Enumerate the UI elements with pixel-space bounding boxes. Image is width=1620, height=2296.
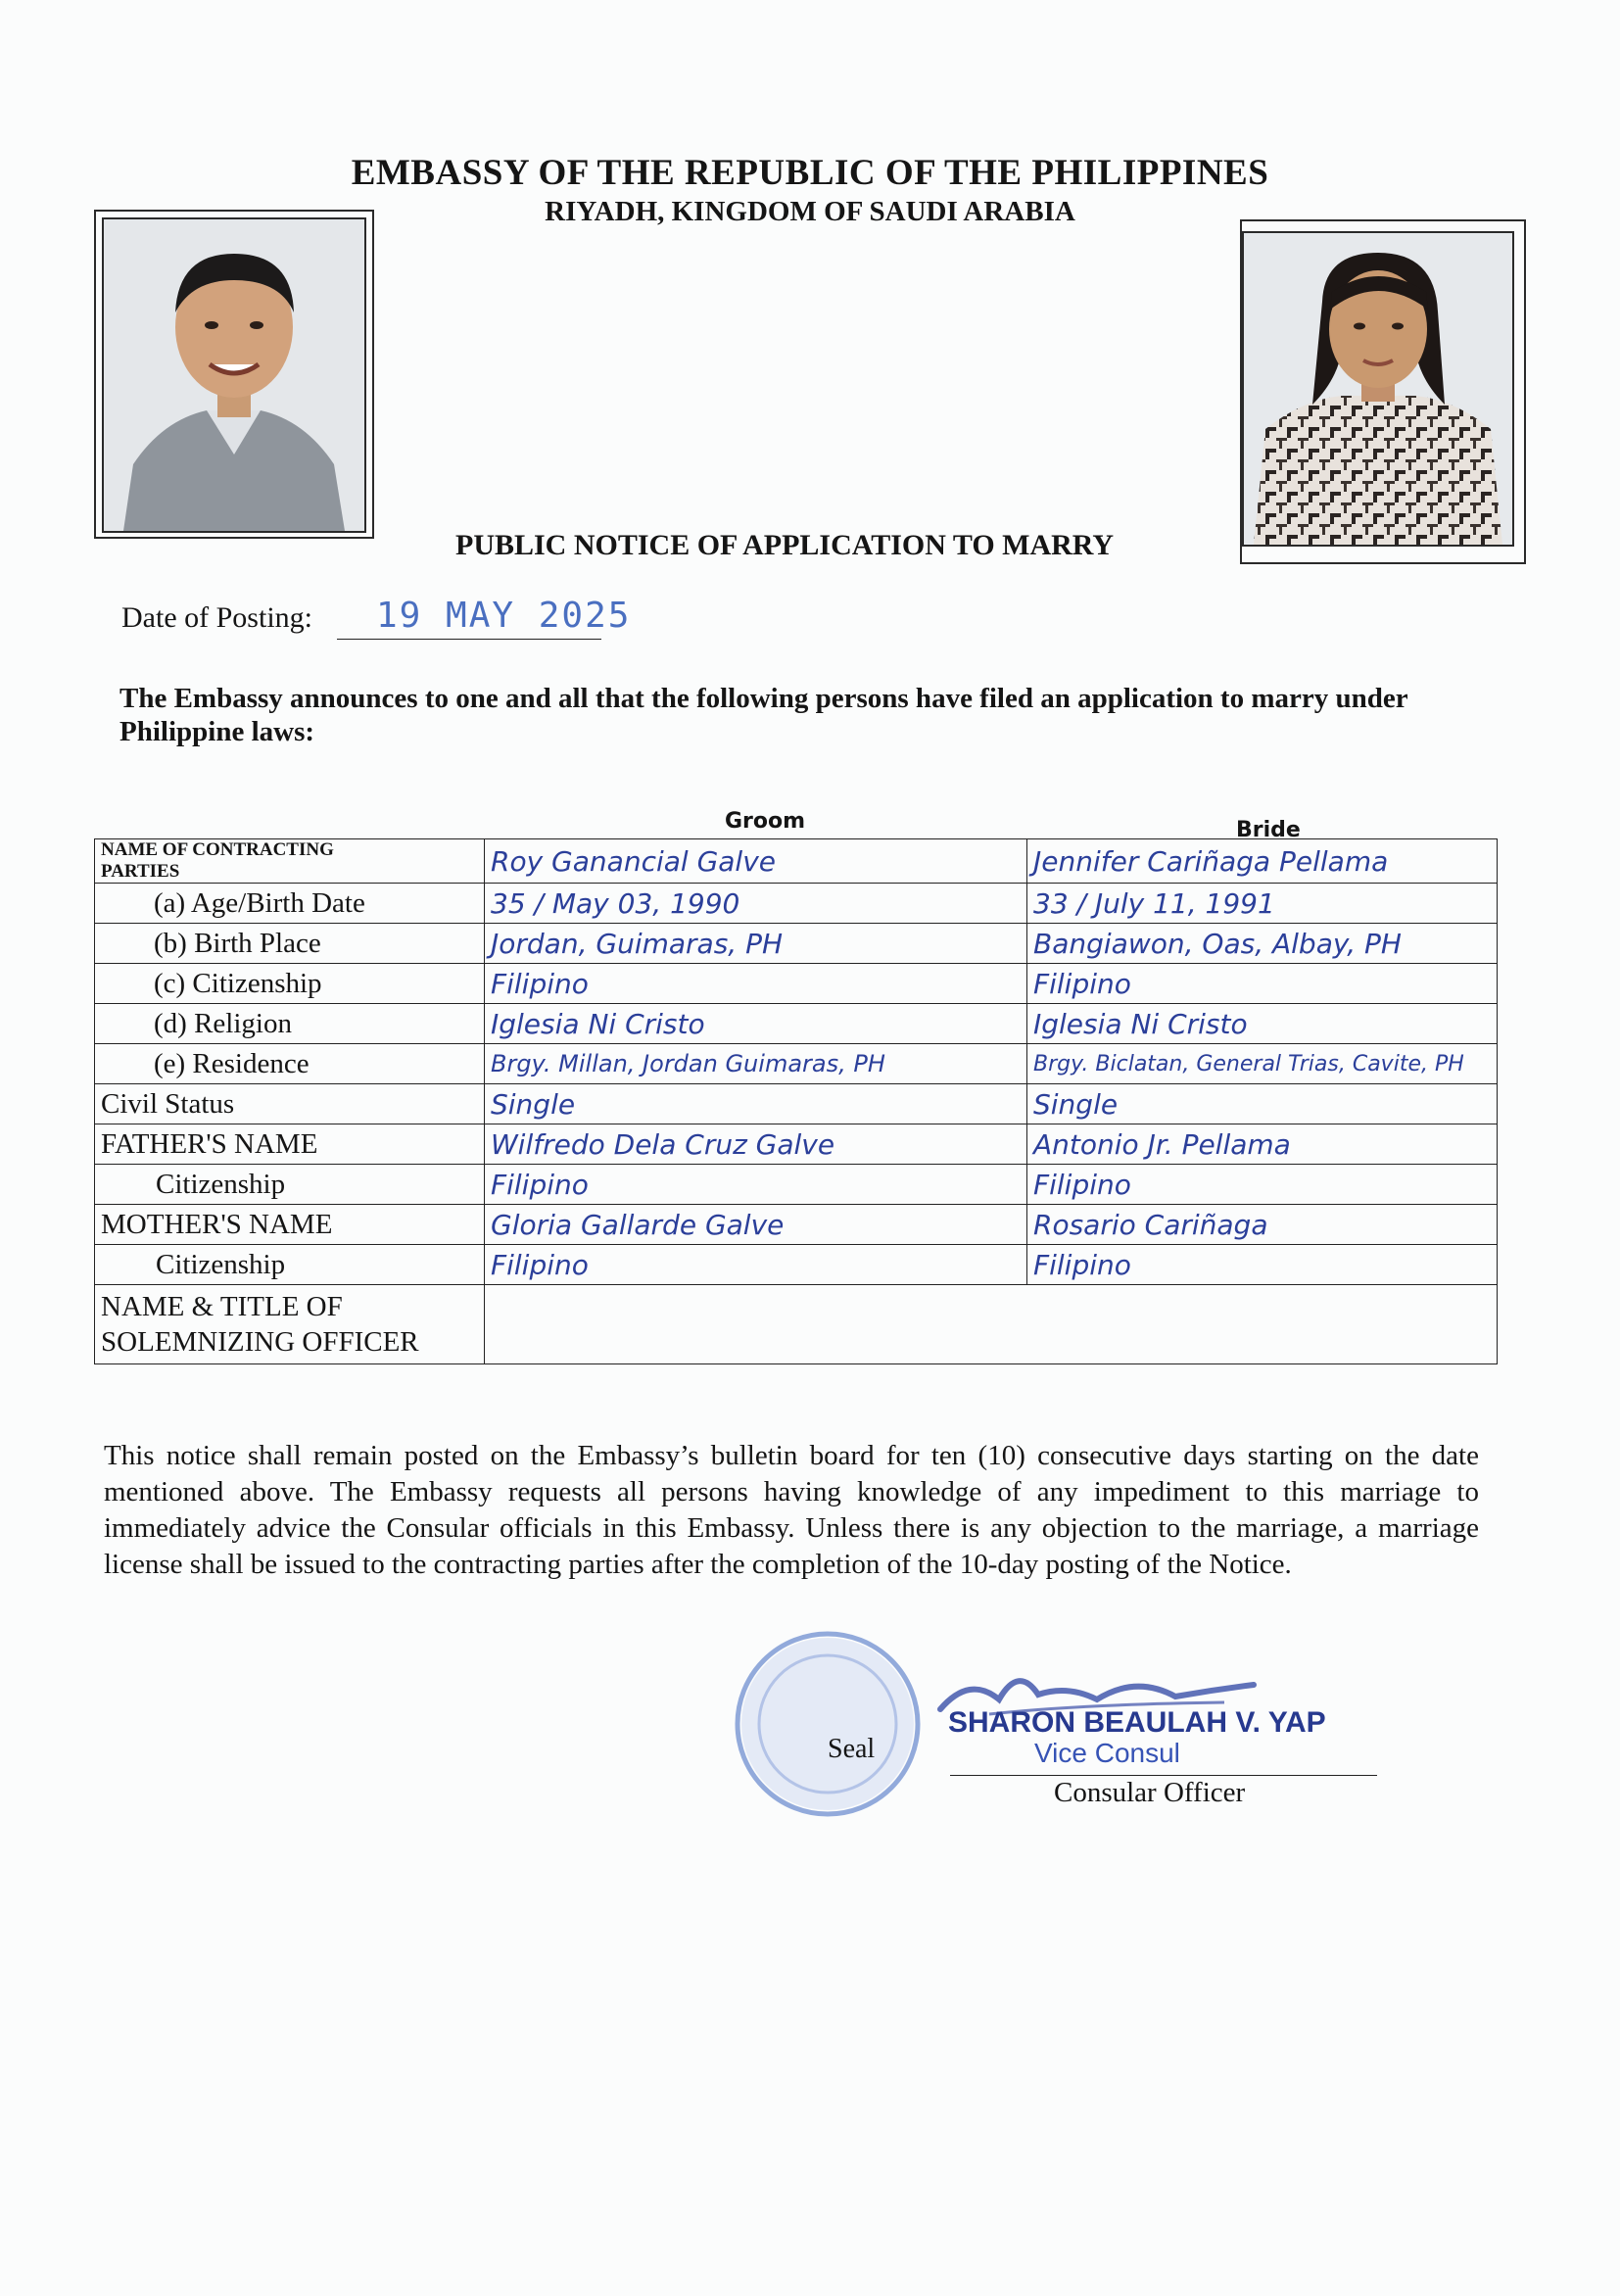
signatory-name: SHARON BEAULAH V. YAP	[948, 1706, 1326, 1739]
row-label: MOTHER'S NAME	[95, 1205, 485, 1245]
bride-name: Jennifer Cariñaga Pellama	[1027, 839, 1498, 884]
row-label: (e) Residence	[95, 1044, 485, 1084]
embassy-name: EMBASSY OF THE REPUBLIC OF THE PHILIPPINES	[351, 153, 1269, 193]
table-row	[95, 1084, 1498, 1124]
bride-mother-name: Rosario Cariñaga	[1027, 1205, 1498, 1245]
table-row	[95, 1004, 1498, 1044]
table-row	[95, 1165, 1498, 1205]
table-row	[95, 964, 1498, 1004]
table-row	[95, 1044, 1498, 1084]
groom-father-citizenship: Filipino	[485, 1165, 1027, 1205]
bride-religion: Iglesia Ni Cristo	[1027, 1004, 1498, 1044]
groom-age-birthdate: 35 / May 03, 1990	[485, 884, 1027, 924]
bride-father-name: Antonio Jr. Pellama	[1027, 1124, 1498, 1165]
bride-birth-place: Bangiawon, Oas, Albay, PH	[1027, 924, 1498, 964]
row-label: Citizenship	[95, 1245, 485, 1285]
groom-religion: Iglesia Ni Cristo	[485, 1004, 1027, 1044]
embassy-location: RIYADH, KINGDOM OF SAUDI ARABIA	[545, 196, 1075, 227]
groom-civil-status: Single	[485, 1084, 1027, 1124]
bride-portrait-icon	[1244, 233, 1512, 545]
table-row	[95, 1285, 1498, 1364]
posting-date-stamp: 19 MAY 2025	[376, 596, 632, 636]
row-label: (d) Religion	[95, 1004, 485, 1044]
table-row	[95, 1245, 1498, 1285]
groom-photo	[102, 217, 366, 533]
notice-paragraph: This notice shall remain posted on the Embassy’s bulletin board for ten (10) consecutive days starting on the date mentioned above. The Embassy requests all persons having knowledge of any impediment to this marriage to immediately advice the Consular officials in this Embassy. Unless there is any objection to the marriage, a marriage license shall be issued to the contracting parties after the completion of the 10-day posting of the Notice.	[104, 1440, 1479, 1580]
bride-mother-citizenship: Filipino	[1027, 1245, 1498, 1285]
bride-age-birthdate: 33 / July 11, 1991	[1027, 884, 1498, 924]
seal-stamp-icon	[725, 1626, 930, 1822]
row-label: (b) Birth Place	[95, 924, 485, 964]
groom-father-name: Wilfredo Dela Cruz Galve	[485, 1124, 1027, 1165]
groom-birth-place: Jordan, Guimaras, PH	[485, 924, 1027, 964]
posting-label: Date of Posting:	[121, 601, 312, 634]
application-table	[94, 838, 1498, 1364]
seal-label: Seal	[828, 1734, 876, 1764]
page-title: PUBLIC NOTICE OF APPLICATION TO MARRY	[455, 529, 1115, 561]
bride-photo	[1242, 231, 1514, 547]
bride-civil-status: Single	[1027, 1084, 1498, 1124]
posting-underline	[337, 639, 601, 640]
table-row	[95, 1124, 1498, 1165]
row-label: (a) Age/Birth Date	[95, 884, 485, 924]
bride-residence: Brgy. Biclatan, General Trias, Cavite, PH	[1027, 1044, 1498, 1084]
embassy-seal	[725, 1626, 930, 1822]
bride-column-heading: Bride	[1236, 818, 1301, 842]
table-row	[95, 1205, 1498, 1245]
signatory-title: Vice Consul	[1034, 1738, 1180, 1768]
groom-name: Roy Ganancial Galve	[485, 839, 1027, 884]
signature-line	[950, 1775, 1377, 1776]
bride-father-citizenship: Filipino	[1027, 1165, 1498, 1205]
row-label: NAME OF CONTRACTING PARTIES	[95, 839, 485, 884]
row-label: Civil Status	[95, 1084, 485, 1124]
groom-column-heading: Groom	[725, 809, 806, 834]
groom-residence: Brgy. Millan, Jordan Guimaras, PH	[485, 1044, 1027, 1084]
row-label: FATHER'S NAME	[95, 1124, 485, 1165]
bride-citizenship: Filipino	[1027, 964, 1498, 1004]
groom-citizenship: Filipino	[485, 964, 1027, 1004]
groom-mother-name: Gloria Gallarde Galve	[485, 1205, 1027, 1245]
officer-label: NAME & TITLE OF SOLEMNIZING OFFICER	[95, 1285, 485, 1364]
signatory-role: Consular Officer	[1054, 1777, 1246, 1808]
row-label: (c) Citizenship	[95, 964, 485, 1004]
table-row	[95, 924, 1498, 964]
table-row	[95, 884, 1498, 924]
row-label: Citizenship	[95, 1165, 485, 1205]
announcement-text: The Embassy announces to one and all that the following persons have filed an application to marry under Philippine laws:	[119, 683, 1408, 747]
officer-value	[485, 1285, 1498, 1364]
groom-mother-citizenship: Filipino	[485, 1245, 1027, 1285]
groom-portrait-icon	[104, 219, 364, 531]
table-row	[95, 839, 1498, 884]
